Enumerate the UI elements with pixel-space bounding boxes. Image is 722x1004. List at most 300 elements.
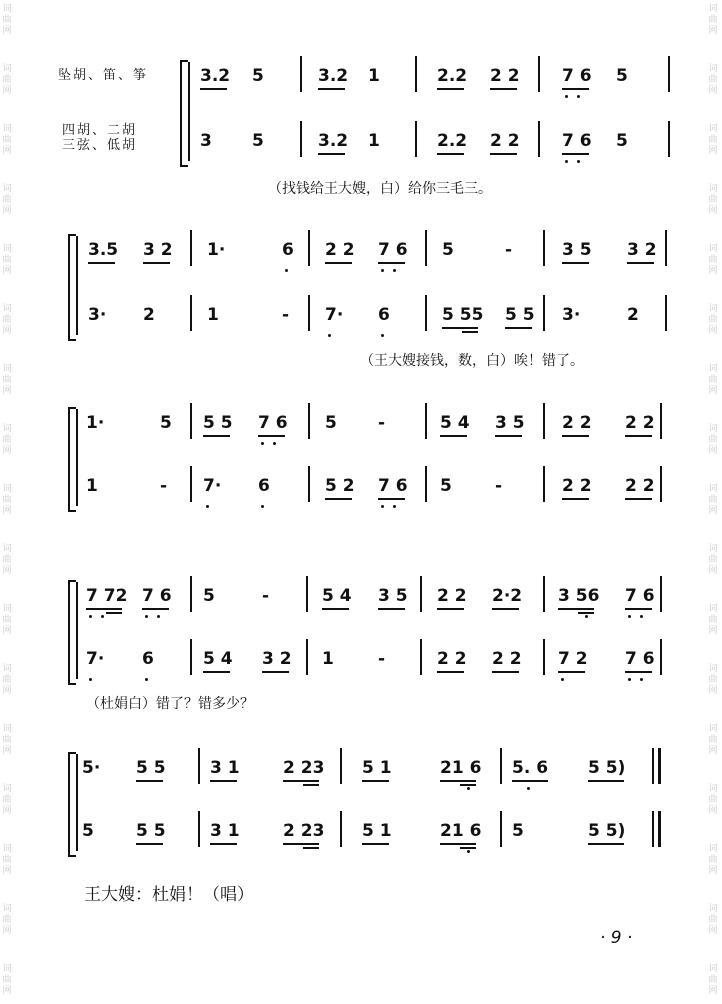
octave-dot [561, 678, 564, 681]
barline [665, 230, 667, 266]
beam-line [378, 608, 405, 610]
barline [425, 466, 427, 502]
watermark-char: 网 [708, 26, 718, 36]
note-group: 5 [442, 240, 454, 260]
watermark-char: 词 [2, 724, 12, 734]
dialogue-line-3: （杜娟白）错了？错多少？ [86, 696, 254, 712]
barline [660, 403, 662, 439]
beam-line [203, 671, 230, 673]
watermark-char: 曲 [708, 375, 718, 385]
watermark-char: 网 [2, 326, 12, 336]
system-bracket-inner [76, 754, 78, 851]
barline [306, 639, 308, 675]
note-group: 2·2 [492, 586, 523, 606]
final-barline [658, 811, 661, 847]
barline [543, 466, 545, 502]
watermark-char: 曲 [708, 675, 718, 685]
barline [190, 230, 192, 266]
octave-dot [640, 678, 643, 681]
barline [660, 466, 662, 502]
note-group: 7· [203, 476, 222, 496]
barline [500, 811, 502, 847]
watermark-char: 网 [2, 626, 12, 636]
note-group: 5 [512, 821, 524, 841]
beam-line-double [303, 847, 319, 849]
beam-line [88, 262, 115, 264]
beam-line [262, 671, 289, 673]
note-group: 5 [616, 66, 628, 86]
octave-dot [381, 334, 384, 337]
note-group: 7 6 [378, 240, 408, 260]
beam-line [490, 153, 517, 155]
beam-line [437, 88, 464, 90]
beam-line [492, 671, 519, 673]
note-group: 1 [368, 131, 380, 151]
octave-dot [565, 160, 568, 163]
beam-line [627, 262, 654, 264]
barline [300, 56, 302, 92]
watermark-char: 网 [708, 566, 718, 576]
watermark-char: 曲 [2, 255, 12, 265]
beam-line [283, 780, 319, 782]
note-group: 3 2 [627, 240, 657, 260]
dialogue-line-1: （找钱给王大嫂，白）给你三毛三。 [268, 181, 492, 197]
watermark-char: 词 [708, 964, 718, 974]
note-group: 3.2 [318, 131, 349, 151]
beam-line [136, 780, 163, 782]
barline [538, 121, 540, 157]
octave-dot [273, 442, 276, 445]
watermark-char: 曲 [708, 975, 718, 985]
octave-dot [206, 505, 209, 508]
note-group: 7 6 [562, 66, 592, 86]
note-group: 5 [325, 413, 337, 433]
watermark-char: 词 [708, 124, 718, 134]
note-group: 5 5 [136, 758, 166, 778]
barline [500, 748, 502, 784]
watermark-char: 曲 [2, 855, 12, 865]
note-group: 5 [252, 131, 264, 151]
octave-dot [261, 505, 264, 508]
octave-dot [577, 160, 580, 163]
watermark-char: 词 [2, 364, 12, 374]
beam-line [562, 88, 589, 90]
note-group: 5 5 [136, 821, 166, 841]
watermark-char: 网 [2, 266, 12, 276]
note-group: 2 2 [562, 413, 592, 433]
barline [543, 403, 545, 439]
watermark-char: 网 [708, 266, 718, 276]
beam-line [562, 498, 589, 500]
note-group: 2 23 [283, 821, 325, 841]
watermark-char: 网 [2, 506, 12, 516]
barline [660, 639, 662, 675]
watermark-char: 网 [708, 686, 718, 696]
note-group: 1 [322, 649, 334, 669]
note-group: 3.2 [318, 66, 349, 86]
watermark-char: 词 [708, 244, 718, 254]
barline [190, 295, 192, 331]
instrument-label-bottom-1: 四胡、二胡 [62, 123, 138, 138]
octave-dot [101, 615, 104, 618]
note-group: 5. 6 [512, 758, 549, 778]
beam-line [378, 498, 405, 500]
barline [190, 466, 192, 502]
note-group: 3· [88, 305, 107, 325]
watermark-char: 网 [2, 206, 12, 216]
watermark-char: 曲 [708, 195, 718, 205]
beam-line [318, 153, 345, 155]
octave-dot [145, 678, 148, 681]
beam-line [562, 435, 589, 437]
note-group: 2 [627, 305, 639, 325]
watermark-char: 曲 [2, 195, 12, 205]
system-bracket-inner [76, 409, 78, 506]
barline [306, 576, 308, 612]
watermark-char: 曲 [2, 15, 12, 25]
watermark-char: 词 [2, 304, 12, 314]
beam-line [437, 608, 464, 610]
note-group: 3.5 [88, 240, 119, 260]
note-group: 3 2 [143, 240, 173, 260]
octave-dot [157, 615, 160, 618]
octave-dot [89, 678, 92, 681]
note-group: 21 6 [440, 758, 482, 778]
barline [660, 576, 662, 612]
beam-line-double [462, 331, 478, 333]
watermark-char: 网 [2, 866, 12, 876]
octave-dot [89, 615, 92, 618]
beam-line [210, 843, 237, 845]
note-group: 3· [562, 305, 581, 325]
system-bracket-inner [76, 236, 78, 335]
barline [340, 811, 342, 847]
note-group: 1 [86, 476, 98, 496]
barline [308, 466, 310, 502]
watermark-char: 词 [708, 844, 718, 854]
beam-line-double [303, 784, 319, 786]
page-number: · 9 · [600, 928, 633, 948]
watermark-char: 曲 [2, 375, 12, 385]
watermark-char: 曲 [708, 75, 718, 85]
watermark-char: 网 [708, 746, 718, 756]
note-group: 3.2 [200, 66, 231, 86]
watermark-char: 曲 [708, 855, 718, 865]
system-bracket [68, 234, 76, 341]
note-group: 5· [82, 758, 101, 778]
note-group: - [378, 413, 386, 433]
watermark-char: 词 [2, 544, 12, 554]
barline [668, 121, 670, 157]
octave-dot [285, 269, 288, 272]
barline [543, 230, 545, 266]
note-group: 3 1 [210, 758, 240, 778]
note-group: 7· [86, 649, 105, 669]
system-bracket [68, 752, 76, 857]
watermark-char: 曲 [708, 555, 718, 565]
note-group: 5 5) [588, 821, 626, 841]
note-group: 1· [207, 240, 226, 260]
watermark-char: 网 [2, 26, 12, 36]
watermark-char: 词 [2, 4, 12, 14]
watermark-char: 网 [2, 746, 12, 756]
note-group: 5 [252, 66, 264, 86]
watermark-char: 词 [2, 484, 12, 494]
beam-line [625, 435, 652, 437]
note-group: 7 6 [258, 413, 288, 433]
note-group: 7 6 [562, 131, 592, 151]
watermark-char: 词 [2, 124, 12, 134]
note-group: 7 2 [558, 649, 588, 669]
watermark-char: 曲 [2, 795, 12, 805]
barline [543, 576, 545, 612]
note-group: 2 2 [562, 476, 592, 496]
beam-line [588, 780, 624, 782]
beam-line [325, 498, 352, 500]
beam-line [490, 88, 517, 90]
note-group: 5 [160, 413, 172, 433]
beam-line [325, 262, 352, 264]
barline [420, 576, 422, 612]
barline [190, 403, 192, 439]
watermark-char: 词 [2, 844, 12, 854]
beam-line-double [460, 847, 476, 849]
watermark-char: 网 [708, 446, 718, 456]
beam-line [562, 262, 589, 264]
note-group: - [495, 476, 503, 496]
watermark-char: 网 [2, 566, 12, 576]
beam-line [492, 608, 519, 610]
beam-line [625, 498, 652, 500]
octave-dot [393, 269, 396, 272]
watermark-char: 网 [708, 626, 718, 636]
octave-dot [527, 787, 530, 790]
barline [198, 811, 200, 847]
watermark-char: 网 [2, 386, 12, 396]
watermark-char: 曲 [708, 435, 718, 445]
watermark-char: 曲 [2, 495, 12, 505]
note-group: 6 [258, 476, 270, 496]
beam-line [142, 608, 169, 610]
note-group: 5 4 [440, 413, 470, 433]
note-group: 7 6 [625, 649, 655, 669]
watermark-char: 曲 [708, 15, 718, 25]
barline [425, 230, 427, 266]
note-group: 5 [82, 821, 94, 841]
barline [668, 56, 670, 92]
note-group: 5 4 [203, 649, 233, 669]
note-group: - [282, 305, 290, 325]
watermark-char: 网 [2, 806, 12, 816]
watermark-char: 网 [708, 326, 718, 336]
beam-line [362, 780, 389, 782]
beam-line [437, 671, 464, 673]
note-group: 6 [282, 240, 294, 260]
watermark-char: 曲 [2, 435, 12, 445]
beam-line [322, 608, 349, 610]
watermark-char: 网 [708, 806, 718, 816]
watermark-char: 曲 [708, 495, 718, 505]
watermark-char: 词 [708, 544, 718, 554]
watermark-char: 曲 [2, 735, 12, 745]
beam-line [437, 153, 464, 155]
note-group: 2 2 [625, 476, 655, 496]
note-group: 5 2 [325, 476, 355, 496]
watermark-char: 网 [708, 506, 718, 516]
system-bracket-inner [188, 62, 190, 161]
note-group: 21 6 [440, 821, 482, 841]
watermark-char: 曲 [2, 615, 12, 625]
note-group: 6 [378, 305, 390, 325]
watermark-char: 词 [708, 664, 718, 674]
watermark-char: 词 [2, 244, 12, 254]
barline [340, 748, 342, 784]
watermark-char: 网 [708, 926, 718, 936]
dialogue-line-2: （王大嫂接钱，数，白）唉！错了。 [360, 353, 584, 369]
barline [415, 121, 417, 157]
dialogue-line-4: 王大嫂：杜娟！（唱） [84, 885, 254, 905]
note-group: 2 23 [283, 758, 325, 778]
beam-line [136, 843, 163, 845]
beam-line [362, 843, 389, 845]
note-group: 7 72 [86, 586, 128, 606]
beam-line [512, 780, 548, 782]
watermark-char: 词 [708, 724, 718, 734]
barline [652, 811, 654, 847]
instrument-label-top: 坠胡、笛、筝 [58, 68, 149, 83]
watermark-char: 曲 [708, 135, 718, 145]
watermark-char: 曲 [708, 735, 718, 745]
system-bracket-inner [76, 582, 78, 679]
octave-dot [640, 615, 643, 618]
note-group: 7 6 [378, 476, 408, 496]
watermark-char: 曲 [2, 315, 12, 325]
octave-dot [577, 95, 580, 98]
note-group: 5 4 [322, 586, 352, 606]
system-bracket [68, 407, 76, 512]
watermark-char: 词 [708, 184, 718, 194]
watermark-char: 词 [708, 304, 718, 314]
note-group: 2 [143, 305, 155, 325]
watermark-char: 曲 [2, 675, 12, 685]
note-group: 2 2 [490, 66, 520, 86]
beam-line [283, 843, 319, 845]
watermark-char: 词 [708, 484, 718, 494]
note-group: - [160, 476, 168, 496]
watermark-char: 网 [708, 86, 718, 96]
watermark-char: 网 [708, 386, 718, 396]
octave-dot [393, 505, 396, 508]
watermark-char: 词 [708, 784, 718, 794]
note-group: - [262, 586, 270, 606]
beam-line [200, 88, 227, 90]
note-group: 2 2 [492, 649, 522, 669]
watermark-char: 曲 [708, 915, 718, 925]
beam-line [203, 435, 230, 437]
octave-dot [585, 615, 588, 618]
octave-dot [467, 850, 470, 853]
octave-dot [381, 269, 384, 272]
watermark-char: 网 [2, 926, 12, 936]
barline [415, 56, 417, 92]
watermark-char: 网 [708, 986, 718, 996]
note-group: 5 1 [362, 821, 392, 841]
note-group: 7 6 [142, 586, 172, 606]
note-group: 7· [325, 305, 344, 325]
system-bracket [180, 60, 188, 167]
watermark-char: 词 [2, 604, 12, 614]
note-group: 2.2 [437, 131, 468, 151]
note-group: 2 2 [625, 413, 655, 433]
barline [543, 639, 545, 675]
watermark-char: 词 [708, 604, 718, 614]
watermark-char: 词 [2, 64, 12, 74]
beam-line [625, 671, 652, 673]
note-group: 2 2 [437, 586, 467, 606]
barline [420, 639, 422, 675]
watermark-char: 曲 [708, 255, 718, 265]
watermark-char: 网 [708, 866, 718, 876]
beam-line [442, 327, 478, 329]
barline [190, 639, 192, 675]
barline [665, 295, 667, 331]
watermark-char: 曲 [708, 315, 718, 325]
watermark-char: 网 [2, 446, 12, 456]
watermark-char: 词 [708, 424, 718, 434]
watermark-char: 词 [2, 664, 12, 674]
note-group: 5 5) [588, 758, 626, 778]
watermark-char: 词 [708, 64, 718, 74]
watermark-char: 词 [2, 784, 12, 794]
watermark-char: 网 [2, 986, 12, 996]
barline [425, 295, 427, 331]
beam-line [625, 608, 652, 610]
watermark-char: 词 [2, 904, 12, 914]
note-group: - [378, 649, 386, 669]
beam-line-double [460, 784, 476, 786]
beam-line [210, 780, 237, 782]
octave-dot [467, 787, 470, 790]
beam-line [505, 327, 532, 329]
barline [543, 295, 545, 331]
octave-dot [261, 442, 264, 445]
watermark-char: 词 [2, 964, 12, 974]
beam-line [86, 608, 122, 610]
watermark-char: 词 [708, 4, 718, 14]
barline [308, 230, 310, 266]
beam-line [558, 671, 585, 673]
note-group: 7 6 [625, 586, 655, 606]
octave-dot [381, 505, 384, 508]
beam-line [558, 608, 594, 610]
watermark-char: 曲 [2, 135, 12, 145]
beam-line [143, 262, 170, 264]
beam-line [495, 435, 522, 437]
note-group: 2 2 [437, 649, 467, 669]
watermark-char: 词 [2, 424, 12, 434]
beam-line [440, 435, 467, 437]
beam-line [440, 780, 476, 782]
barline [300, 121, 302, 157]
beam-line-double [106, 612, 122, 614]
note-group: 2 2 [325, 240, 355, 260]
octave-dot [628, 678, 631, 681]
note-group: 2.2 [437, 66, 468, 86]
watermark-char: 词 [708, 364, 718, 374]
barline [190, 576, 192, 612]
note-group: 2 2 [490, 131, 520, 151]
beam-line [378, 262, 405, 264]
